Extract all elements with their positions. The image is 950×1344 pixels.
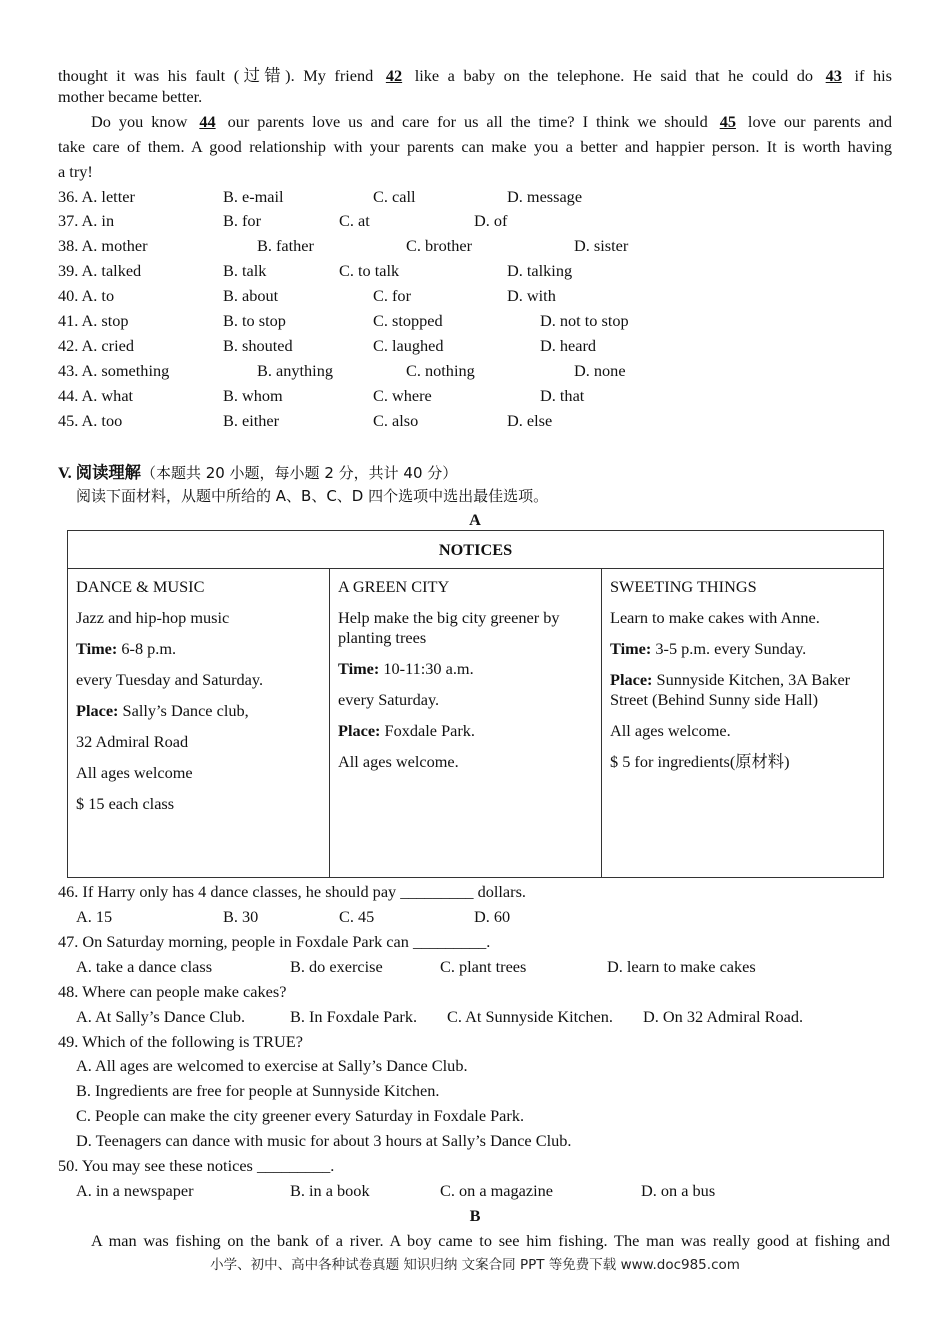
q42-option-a: 42. A. cried (58, 336, 134, 355)
notice-place (610, 670, 875, 710)
notice-days: every Tuesday and Saturday. (76, 670, 264, 689)
q36-option-c: C. call (373, 187, 416, 206)
notice-title: DANCE & MUSIC (76, 577, 205, 596)
q47-option-b: B. do exercise (290, 957, 383, 976)
section-title: V. 阅读理解 (58, 463, 141, 482)
q36-option-b: B. e-mail (223, 187, 284, 206)
passage-text: our parents love us and care for us all the time? I think we should (227, 112, 708, 131)
q46-option-c: C. 45 (339, 907, 375, 926)
q42-option-b: B. shouted (223, 336, 293, 355)
q43-option-b: B. anything (257, 361, 333, 380)
notice-desc: Help make the big city greener by planting trees (338, 608, 560, 647)
notice-sweeting-things (602, 569, 884, 878)
q39-option-a: 39. A. talked (58, 261, 142, 280)
passage-line: take care of them. A good relationship with your parents can make you a better and happier person. It is worth having (58, 137, 892, 156)
notice-place (338, 721, 593, 741)
time-label: Time: (610, 639, 652, 658)
q49-option-b: B. Ingredients are free for people at Sunnyside Kitchen. (76, 1081, 440, 1100)
q45-option-d: D. else (507, 411, 553, 430)
notice-desc: Learn to make cakes with Anne. (610, 608, 820, 627)
blank-43: 43 (825, 66, 842, 85)
q39-option-d: D. talking (507, 261, 573, 280)
q41-option-d: D. not to stop (540, 311, 629, 330)
q38-option-a: 38. A. mother (58, 236, 148, 255)
place-value: Sunnyside Kitchen, 3A Baker Street (Behind Sunny side Hall) (610, 670, 851, 709)
notice-ages: All ages welcome. (338, 752, 459, 771)
q40-option-c: C. for (373, 286, 411, 305)
blank-42: 42 (385, 66, 403, 85)
q36-option-a: 36. A. letter (58, 187, 135, 206)
passage-text: like a baby on the telephone. He said that he could do (414, 66, 814, 85)
notice-desc: Jazz and hip-hop music (76, 608, 230, 627)
q48-option-c: C. At Sunnyside Kitchen. (447, 1007, 613, 1026)
notice-days: every Saturday. (338, 690, 440, 709)
q39-option-b: B. talk (223, 261, 267, 280)
section-heading (58, 459, 457, 483)
q50-option-b: B. in a book (290, 1181, 370, 1200)
passage-line: mother became better. (58, 87, 203, 106)
passage-text: if his (854, 66, 892, 85)
question-50: 50. You may see these notices _________. (58, 1156, 335, 1175)
q41-option-a: 41. A. stop (58, 311, 129, 330)
q46-option-d: D. 60 (474, 907, 511, 926)
notice-place (76, 701, 321, 721)
q38-option-c: C. brother (406, 236, 473, 255)
passage-b-line: A man was fishing on the bank of a river. A boy came to see him fishing. The man was really good at fishing and (91, 1231, 890, 1250)
q48-option-b: B. In Foxdale Park. (290, 1007, 418, 1026)
notice-price: $ 5 for ingredients(原材料) (610, 752, 790, 771)
notices-table (67, 530, 884, 878)
passage-text: love our parents and (747, 112, 893, 131)
q47-option-c: C. plant trees (440, 957, 527, 976)
notice-time (610, 639, 875, 659)
q44-option-c: C. where (373, 386, 432, 405)
place-label: Place: (76, 701, 119, 720)
question-49: 49. Which of the following is TRUE? (58, 1032, 303, 1051)
q38-option-b: B. father (257, 236, 314, 255)
question-48: 48. Where can people make cakes? (58, 982, 287, 1001)
q49-option-d: D. Teenagers can dance with music for about 3 hours at Sally’s Dance Club. (76, 1131, 572, 1150)
notice-title: A GREEN CITY (338, 577, 450, 596)
notice-price: $ 15 each class (76, 794, 175, 813)
place-label: Place: (338, 721, 381, 740)
time-label: Time: (338, 659, 380, 678)
q47-option-a: A. take a dance class (76, 957, 213, 976)
passage-text: thought it was his fault (过错). My friend (58, 66, 374, 85)
part-b-label: B (469, 1206, 481, 1225)
q49-option-a: A. All ages are welcomed to exercise at Sally’s Dance Club. (76, 1056, 468, 1075)
q44-option-b: B. whom (223, 386, 283, 405)
blank-44: 44 (199, 112, 216, 131)
q44-option-d: D. that (540, 386, 585, 405)
notices-header: NOTICES (68, 531, 884, 569)
notice-green-city (330, 569, 602, 878)
q50-option-a: A. in a newspaper (76, 1181, 194, 1200)
notice-dance-music (68, 569, 330, 878)
notice-time (76, 639, 321, 659)
q50-option-c: C. on a magazine (440, 1181, 554, 1200)
q40-option-a: 40. A. to (58, 286, 115, 305)
blank-45: 45 (719, 112, 736, 131)
q45-option-c: C. also (373, 411, 419, 430)
part-a-label: A (469, 510, 481, 529)
q50-option-d: D. on a bus (641, 1181, 716, 1200)
q45-option-b: B. either (223, 411, 280, 430)
q39-option-c: C. to talk (339, 261, 400, 280)
question-47: 47. On Saturday morning, people in Foxdale Park can _________. (58, 932, 491, 951)
q41-option-b: B. to stop (223, 311, 286, 330)
passage-line (58, 62, 892, 86)
q46-option-a: A. 15 (76, 907, 113, 926)
place-value: Sally’s Dance club, (118, 701, 249, 720)
time-value: 10-11:30 a.m. (379, 659, 474, 678)
notice-time (338, 659, 593, 679)
q42-option-c: C. laughed (373, 336, 444, 355)
passage-text: Do you know (91, 112, 188, 131)
passage-line (91, 112, 892, 132)
q37-option-b: B. for (223, 211, 261, 230)
q48-option-a: A. At Sally’s Dance Club. (76, 1007, 246, 1026)
q49-option-c: C. People can make the city greener every Saturday in Foxdale Park. (76, 1106, 525, 1125)
q43-option-c: C. nothing (406, 361, 475, 380)
q45-option-a: 45. A. too (58, 411, 123, 430)
time-label: Time: (76, 639, 118, 658)
q38-option-d: D. sister (574, 236, 629, 255)
q47-option-d: D. learn to make cakes (607, 957, 756, 976)
q43-option-d: D. none (574, 361, 626, 380)
passage-line: a try! (58, 162, 93, 181)
q40-option-b: B. about (223, 286, 279, 305)
place-label: Place: (610, 670, 653, 689)
section-instruction: 阅读下面材料，从题中所给的 A、B、C、D 四个选项中选出最佳选项。 (76, 487, 549, 505)
question-46: 46. If Harry only has 4 dance classes, he should pay _________ dollars. (58, 882, 526, 901)
notice-ages: All ages welcome (76, 763, 193, 782)
q37-option-c: C. at (339, 211, 370, 230)
q43-option-a: 43. A. something (58, 361, 170, 380)
q44-option-a: 44. A. what (58, 386, 134, 405)
time-value: 6-8 p.m. (117, 639, 177, 658)
q36-option-d: D. message (507, 187, 583, 206)
page-footer: 小学、初中、高中各种试卷真题 知识归纳 文案合同 PPT 等免费下载 www.doc985.com (210, 1257, 740, 1273)
section-note: （本题共 20 小题，每小题 2 分，共计 40 分） (140, 464, 458, 482)
q41-option-c: C. stopped (373, 311, 443, 330)
q40-option-d: D. with (507, 286, 556, 305)
q46-option-b: B. 30 (223, 907, 259, 926)
notice-title: SWEETING THINGS (610, 577, 757, 596)
q48-option-d: D. On 32 Admiral Road. (643, 1007, 804, 1026)
q37-option-a: 37. A. in (58, 211, 115, 230)
notice-address: 32 Admiral Road (76, 732, 189, 751)
q37-option-d: D. of (474, 211, 508, 230)
time-value: 3-5 p.m. every Sunday. (651, 639, 807, 658)
q42-option-d: D. heard (540, 336, 597, 355)
notice-ages: All ages welcome. (610, 721, 731, 740)
place-value: Foxdale Park. (380, 721, 475, 740)
